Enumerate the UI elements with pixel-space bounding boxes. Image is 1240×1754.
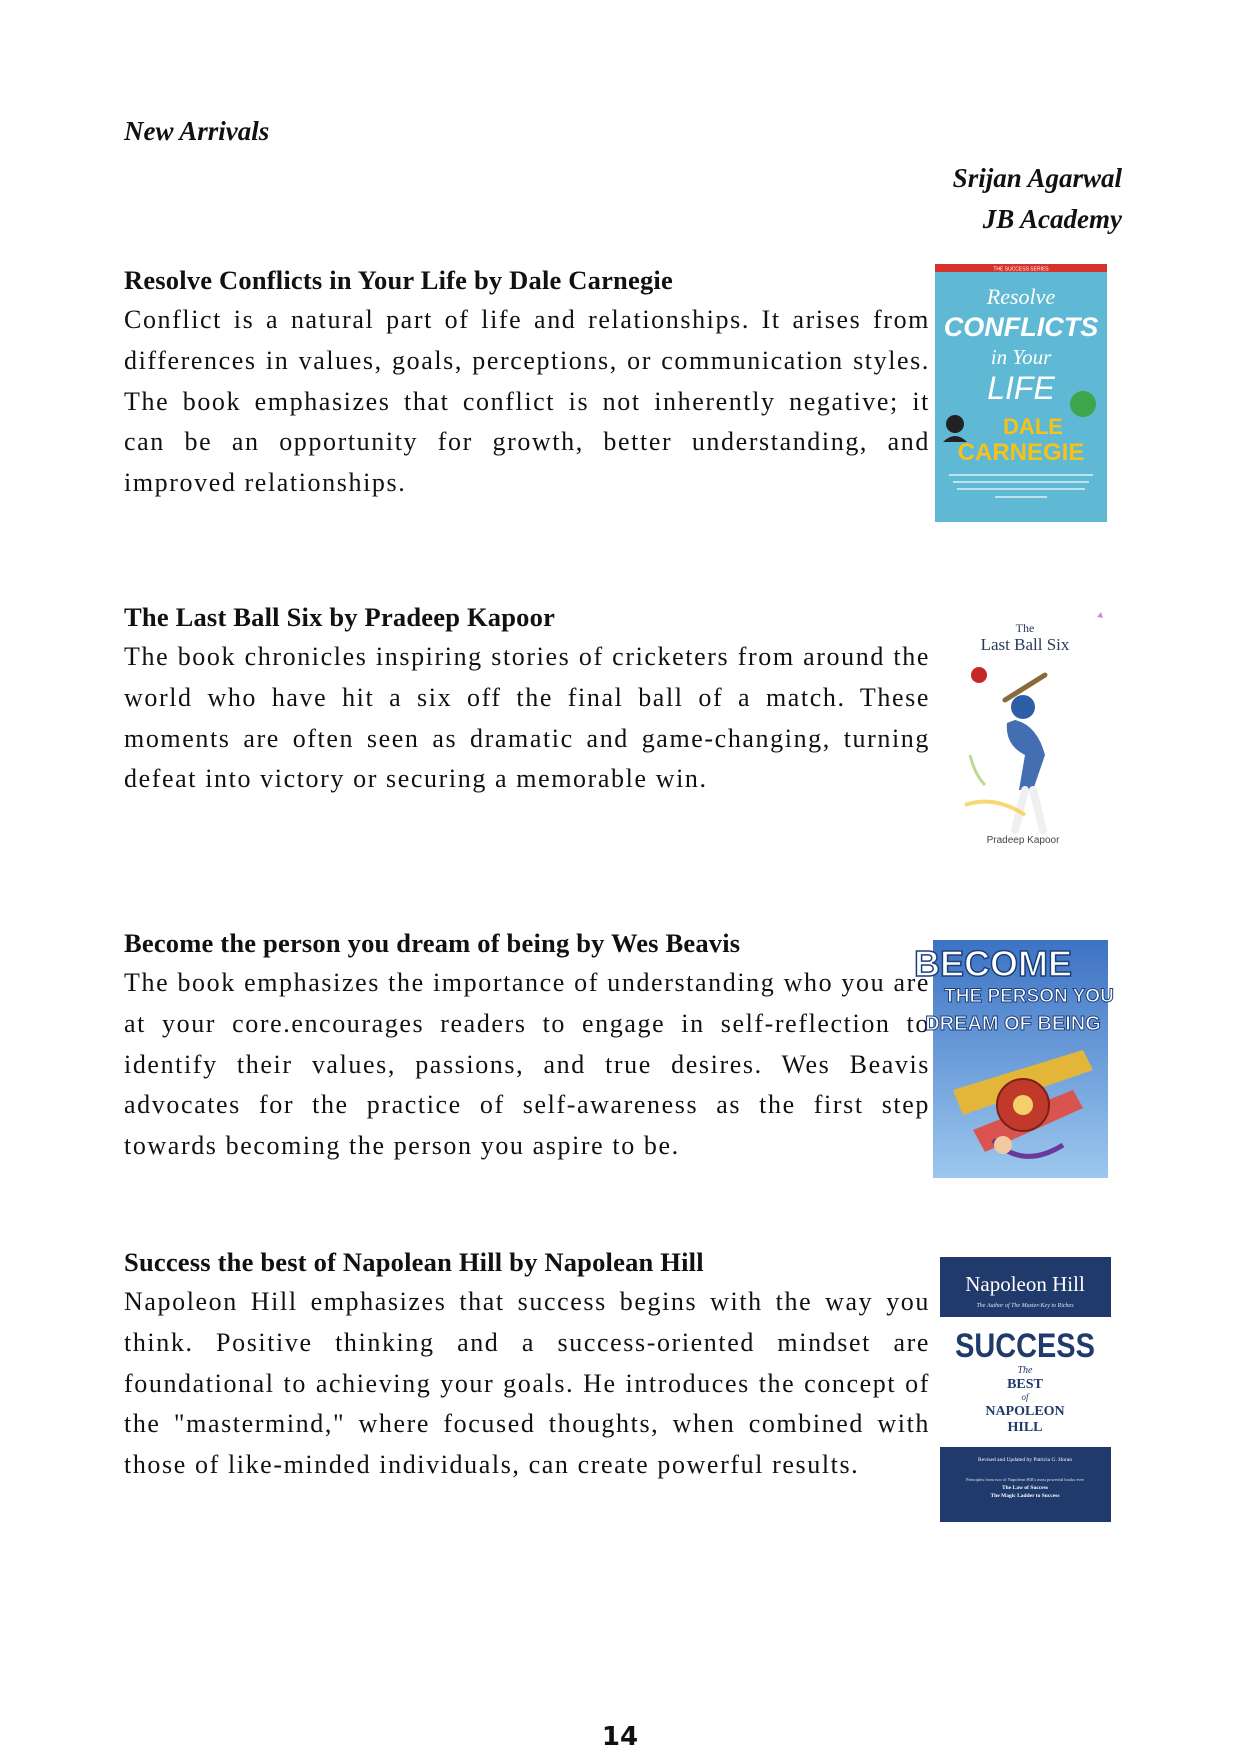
- book-cover-resolve-conflicts: [935, 264, 1107, 522]
- book-description: Napoleon Hill emphasizes that success begins with the way you think. Positive thinking and a success-oriented mindset are foundational to achieving your goals. He introduces the concept of the "mastermind," where focused thoughts, when combined with those of like-minded individuals, can create powerful results.: [124, 1287, 930, 1480]
- cover-editor: Revised and Updated by Patricia G. Horan: [978, 1457, 1072, 1463]
- cover-tagline: The Author of The Master-Key to Riches: [976, 1303, 1074, 1309]
- book-cover-become-the-person: [913, 940, 1114, 1178]
- book-cover-success-napoleon-hill: [940, 1257, 1111, 1522]
- cover-title-line2: The: [1017, 1365, 1033, 1376]
- cover-title-line4: LIFE: [987, 370, 1055, 406]
- batsman-helmet: [1011, 695, 1035, 719]
- book-title: Success the best of Napolean Hill by Napolean Hill: [124, 1247, 704, 1277]
- cover-title-line1: Resolve: [986, 284, 1056, 309]
- book-description: Conflict is a natural part of life and relationships. It arises from differences in values, goals, perceptions, or communication styles. The book emphasizes that conflict is not inherently negative; it can be an opportunity for growth, better understanding, and improved relationships.: [124, 305, 930, 498]
- cover-title-line2: Last Ball Six: [980, 635, 1070, 654]
- book-description: The book emphasizes the importance of understanding who you are at your core.encourages readers to engage in self-reflection to identify their values, passions, and true desires. Wes Beavis advocates for the practice of self-awareness as the first step towards becoming the person you aspire to be.: [124, 968, 930, 1161]
- author-portrait: [946, 415, 964, 433]
- book-title: Resolve Conflicts in Your Life by Dale Carnegie: [124, 265, 673, 295]
- cover-title-line1: The: [1015, 621, 1035, 635]
- book-entry-resolve-conflicts: [124, 260, 930, 504]
- cricket-ball-icon: [971, 667, 987, 683]
- page-number: 14: [601, 1722, 639, 1752]
- cover-footer3: The Magic Ladder to Success: [990, 1493, 1060, 1499]
- cover-footer1: Principles from two of Napoleon Hill's most powerful books ever: [966, 1477, 1084, 1482]
- cover-title-line4: of: [1021, 1392, 1029, 1402]
- cover-author: Pradeep Kapoor: [986, 835, 1060, 846]
- book-entry-success-napoleon-hill: [124, 1242, 930, 1486]
- cover-title-line2: CONFLICTS: [943, 312, 1099, 342]
- cover-title-line3: DREAM OF BEING: [925, 1013, 1101, 1035]
- cover-title-line2: THE PERSON YOU: [944, 986, 1114, 1007]
- book-title: Become the person you dream of being by Wes Beavis: [124, 928, 741, 958]
- book-title: The Last Ball Six by Pradeep Kapoor: [124, 602, 556, 632]
- cover-title-line1: SUCCESS: [955, 1325, 1095, 1365]
- book-entry-last-ball-six: [124, 597, 930, 800]
- book-description: The book chronicles inspiring stories of cricketers from around the world who have hit a six off the final ball of a match. These moments are often seen as dramatic and game-changing, turning defeat into victory or securing a memorable win.: [124, 642, 930, 794]
- book-entry-become-the-person: [124, 923, 930, 1167]
- cover-author: Napoleon Hill: [965, 1272, 1085, 1296]
- author-school: JB Academy: [982, 204, 1122, 234]
- cover-author-first: DALE: [1003, 414, 1063, 439]
- book-cover-last-ball-six: [945, 605, 1115, 855]
- cover-title-line3: BEST: [1007, 1377, 1043, 1392]
- section-title: New Arrivals: [124, 116, 270, 146]
- cover-footer2: The Law of Success: [1002, 1485, 1048, 1491]
- cover-author-last: CARNEGIE: [957, 439, 1085, 466]
- article-byline: [953, 158, 1122, 240]
- author-name: Srijan Agarwal: [952, 163, 1122, 193]
- cover-title-line1: BECOME: [913, 943, 1073, 984]
- pilot-face: [994, 1136, 1012, 1154]
- cover-series: THE SUCCESS SERIES: [993, 266, 1049, 273]
- cover-badge: [1070, 391, 1096, 417]
- cover-title-line6: HILL: [1007, 1420, 1043, 1435]
- cover-title-line5: NAPOLEON: [985, 1404, 1065, 1419]
- cover-title-line3: in Your: [990, 345, 1052, 369]
